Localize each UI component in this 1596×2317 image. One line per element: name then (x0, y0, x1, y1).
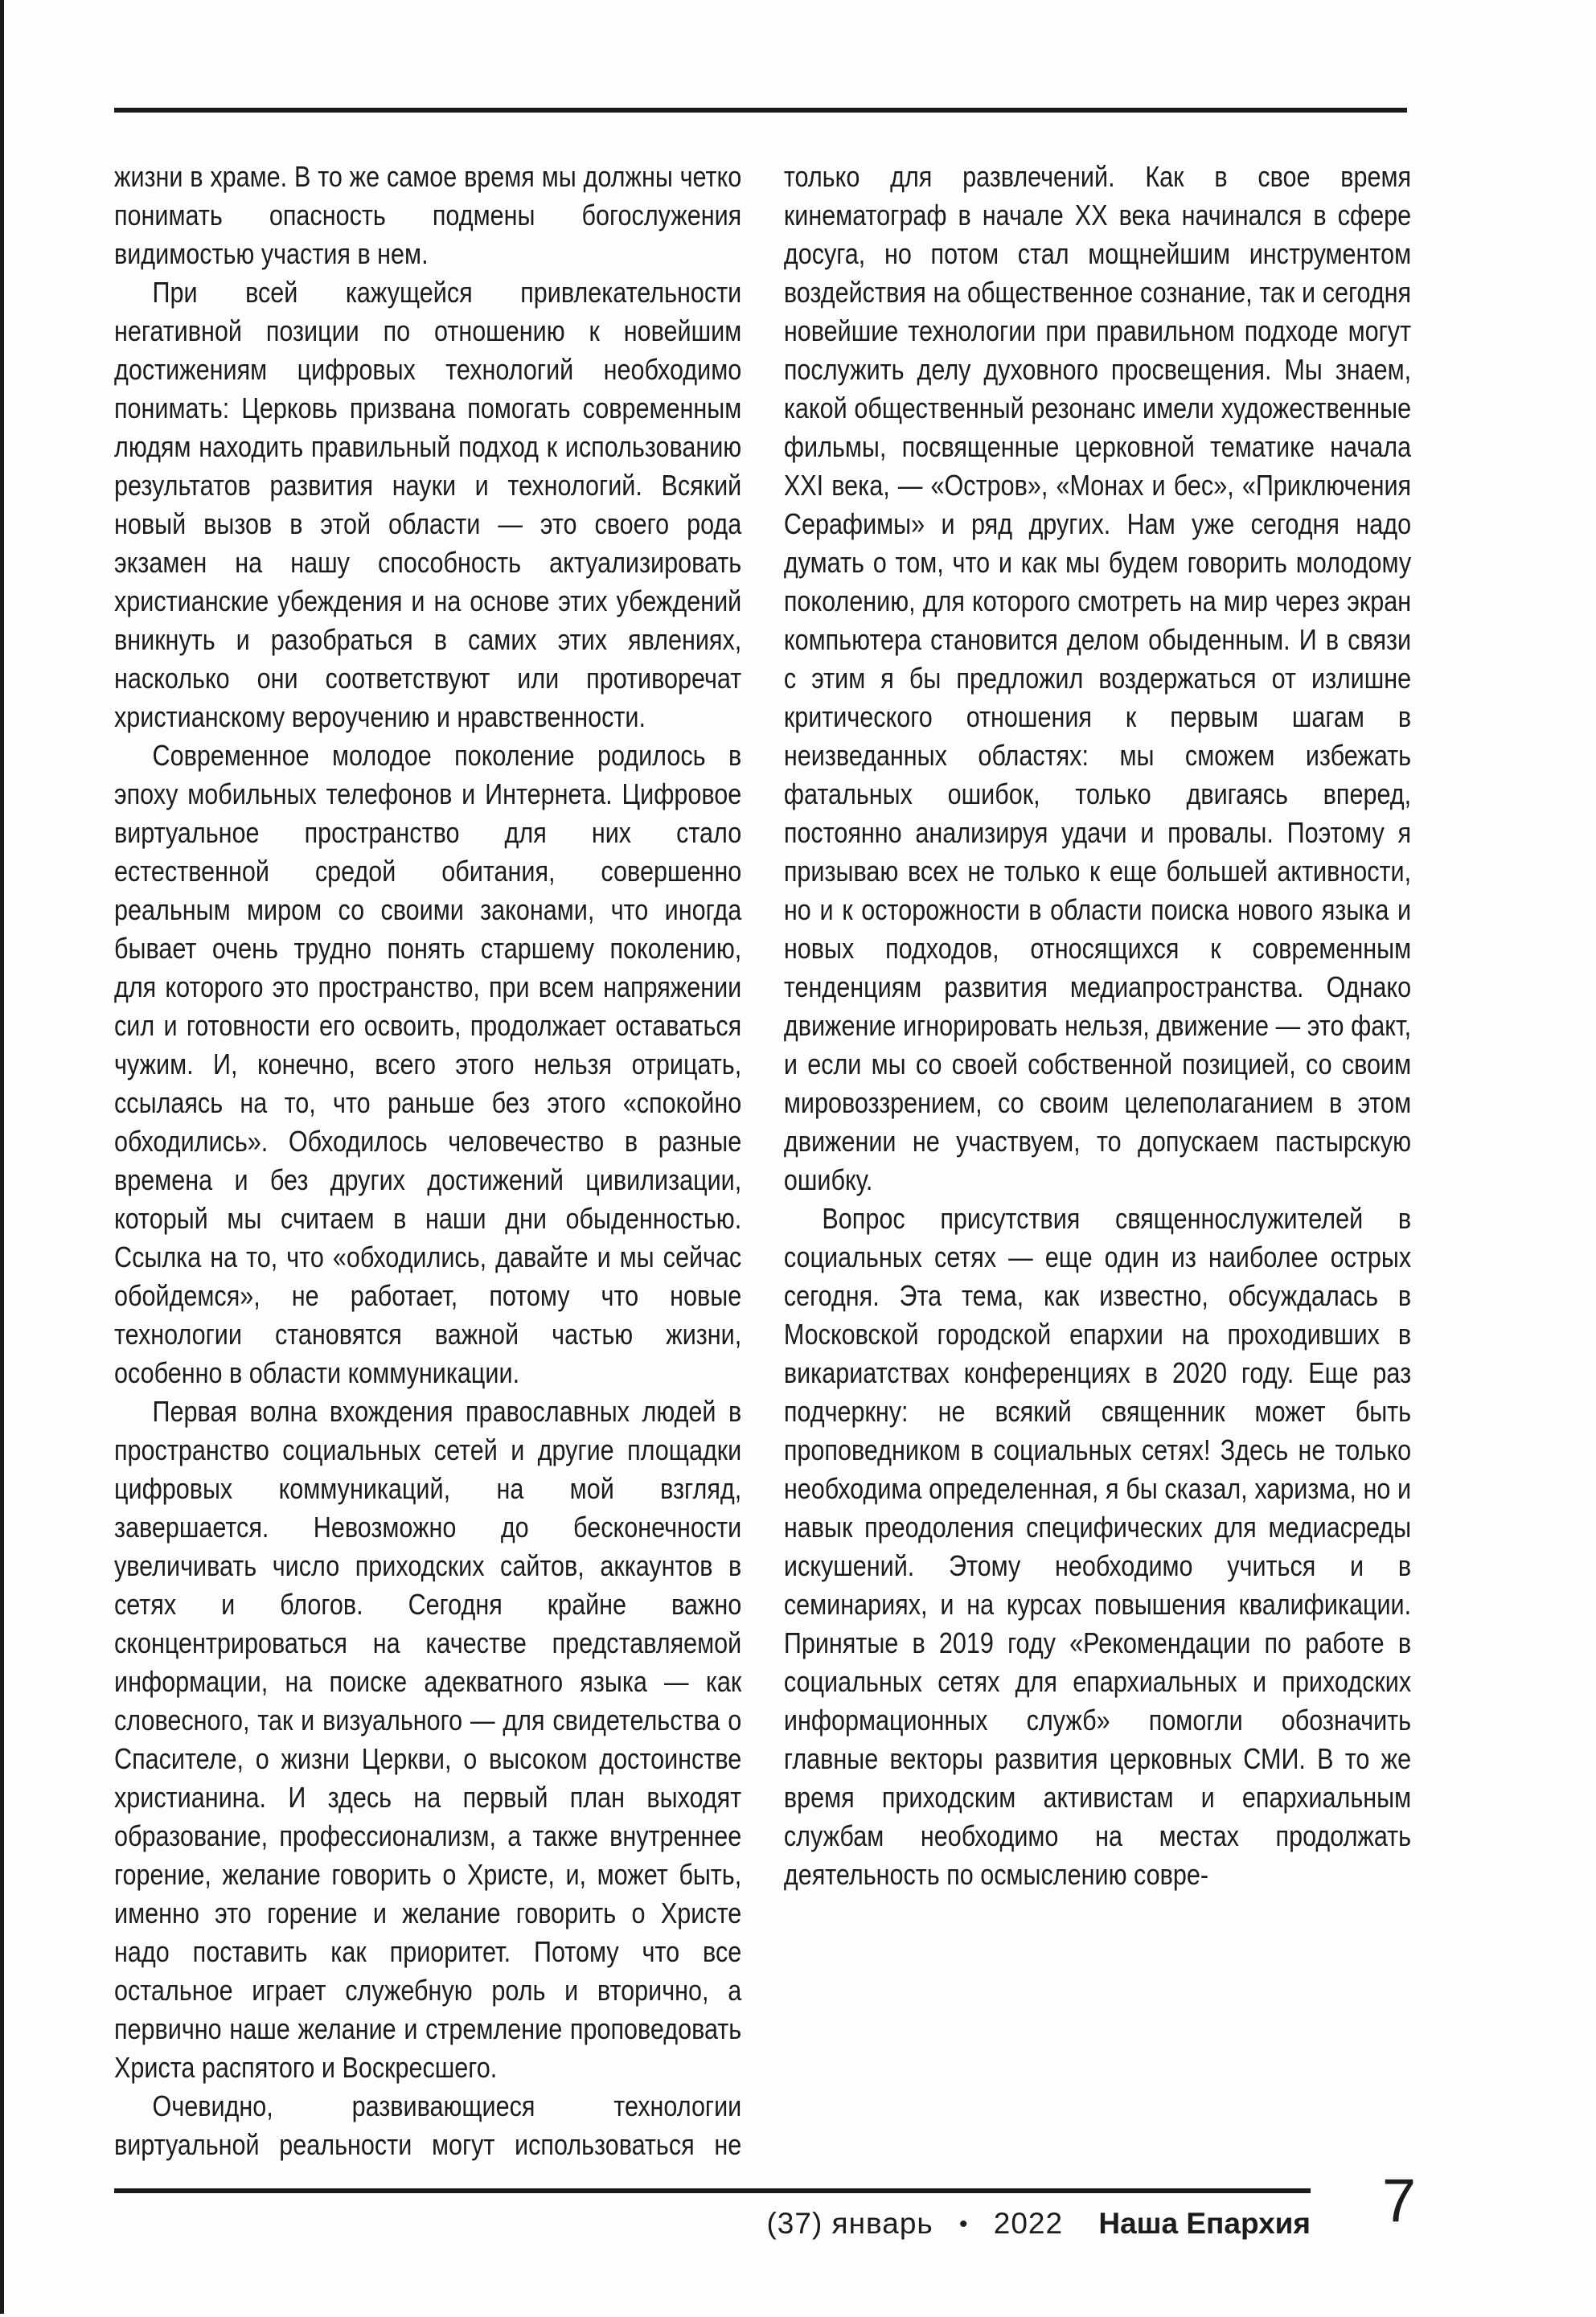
page-number: 7 (1381, 2167, 1417, 2235)
bullet-separator: • (958, 2211, 968, 2237)
paragraph: Вопрос присутствия священнослужителей в социальных сетях — еще один из наиболее острых сегодня. Эта тема, как известно, обсуждалась в Московской городской епархии на проходивших в викариатствах конференциях в 2020 году. Еще раз подчеркну: не всякий священник может быть проповедником в социальных сетях! Здесь не только необходима определенная, я бы сказал, харизма, но и навык преодоления специфических для медиасреды искушений. Этому необходимо учиться и в семинариях, и на курсах повышения квалификации. Принятые в 2019 году «Рекомендации по работе в социальных сетях для епархиальных и приходских информационных служб» помогли обозначить главные векторы развития церковных СМИ. В то же время приходским активистам и епархиальным службам необходимо на местах продолжать деятельность по осмыслению совре- (783, 1202, 1412, 1891)
year-label: 2022 (993, 2207, 1064, 2240)
page-footer (114, 2206, 1311, 2242)
article-text (114, 158, 1411, 2167)
paragraph: Первая волна вхождения православных людей в пространство социальных сетей и другие площадки цифровых коммуникаций, на мой взгляд, завершается. Невозможно до бесконечности увеличивать число приходских сайтов, аккаунтов в сетях и блогов. Сегодня крайне важно сконцентрироваться на качестве представляемой информации, на поиске адекватного языка — как словесного, так и визуального — для свидетельства о Спасителе, о жизни Церкви, о высоком достоинстве христианина. И здесь на первый план выходят образование, профессионализм, а также внутреннее горение, желание говорить о Христе, и, может быть, именно это горение и желание говорить о Христе надо поставить как приоритет. Потому что все остальное играет служебную роль и вторично, а первично наше желание и стремление проповедовать Христа распятого и Воскресшего. (114, 1395, 742, 2084)
page-edge-line (0, 0, 4, 2314)
top-rule (114, 108, 1407, 113)
publication-name: Наша Епархия (1098, 2207, 1311, 2240)
footer-rule (114, 2188, 1311, 2193)
paragraph: Очевидно, развивающиеся технологии виртуальной реальности могут использоваться не только для развлечений. Как в свое время кинематограф в начале XX века начинался в сфере досуга, но потом стал мощнейшим инструментом воздействия на общественное сознание, так и сегодня новейшие технологии при правильном подходе могут послужить делу духовного просвещения. Мы знаем, какой общественный резонанс имели художественные фильмы, посвященные церковной тематике начала XXI века, — «Остров», «Монах и бес», «Приключения Серафимы» и ряд других. Нам уже сегодня надо думать о том, что и как мы будем говорить молодому поколению, для которого смотреть на мир через экран компьютера становится делом обыденным. И в связи с этим я бы предложил воздержаться от излишне критического отношения к первым шагам в неизведанных областях: мы сможем избежать фатальных ошибок, только двигаясь вперед, постоянно анализируя удачи и провалы. Поэтому я призываю всех не только к еще большей активности, но и к осторожности в области поиска нового языка и новых подходов, относящихся к современным тенденциям развития медиапространства. Однако движение игнорировать нельзя, движение — это факт, и если мы со своей собственной позицией, со своим мировоззрением, со своим целеполаганием в этом движении не участвуем, то допускаем пастырскую ошибку. (114, 160, 1412, 2161)
paragraph: жизни в храме. В то же самое время мы должны четко понимать опасность подмены богослужения видимостью участия в нем. (114, 160, 742, 270)
paragraph: Современное молодое поколение родилось в эпоху мобильных телефонов и Интернета. Цифровое виртуальное пространство для них стало естественной средой обитания, совершенно реальным миром со своими законами, что иногда бывает очень трудно понять старшему поколению, для которого это пространство, при всем напряжении сил и готовности его освоить, продолжает оставаться чужим. И, конечно, всего этого нельзя отрицать, ссылаясь на то, что раньше без этого «спокойно обходились». Обходилось человечество в разные времена и без других достижений цивилизации, который мы считаем в наши дни обыденностью. Ссылка на то, что «обходились, давайте и мы сейчас обойдемся», не работает, потому что новые технологии становятся важной частью жизни, особенно в области коммуникации. (114, 739, 742, 1389)
paragraph: При всей кажущейся привлекательности негативной позиции по отношению к новейшим достижениям цифровых технологий необходимо понимать: Церковь призвана помогать современным людям находить правильный подход к использованию результатов развития науки и технологий. Всякий новый вызов в этой области — это своего рода экзамен на нашу способность актуализировать христианские убеждения и на основе этих убеждений вникнуть и разобраться в самих этих явлениях, насколько они соответствуют или противоречат христианскому вероучению и нравственности. (114, 276, 742, 733)
issue-label: (37) январь (766, 2207, 933, 2240)
